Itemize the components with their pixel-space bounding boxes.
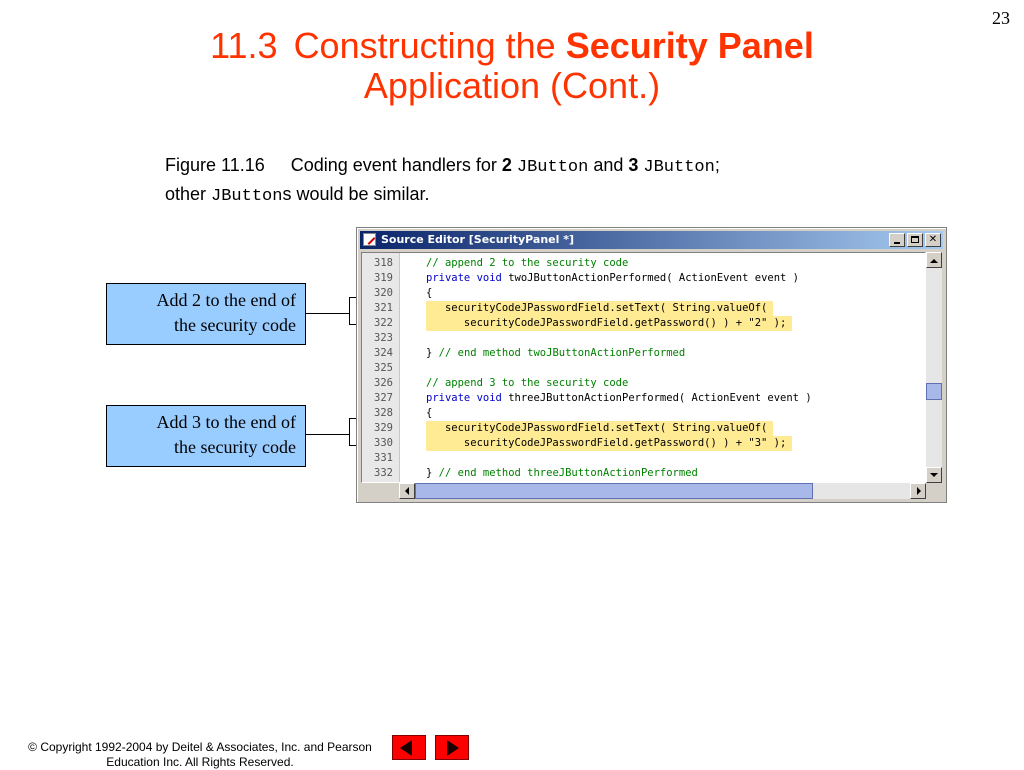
code-text: securityCodeJPasswordField.getPassword() ) + "3" );: [426, 436, 792, 451]
callout-line: Add 2 to the end of: [156, 290, 296, 310]
code-line[interactable]: [362, 331, 925, 346]
vertical-scroll-thumb[interactable]: [926, 383, 942, 400]
callout-connector: [306, 313, 350, 314]
previous-slide-arrow-icon[interactable]: [392, 735, 426, 760]
line-number: 332: [374, 467, 393, 479]
scroll-up-arrow-icon[interactable]: [926, 252, 942, 268]
minimize-button[interactable]: [889, 233, 905, 247]
code-line[interactable]: [362, 346, 925, 361]
code-text: } // end method threeJButtonActionPerformed: [426, 467, 698, 479]
callout-line: Add 3 to the end of: [156, 412, 296, 432]
scrollbar-corner: [926, 483, 942, 499]
figure-label: Figure 11.16: [165, 155, 265, 175]
line-number: 320: [374, 287, 393, 299]
line-number: 318: [374, 257, 393, 269]
line-number: 326: [374, 377, 393, 389]
caption-line-1: [165, 152, 885, 181]
next-slide-arrow-icon[interactable]: [435, 735, 469, 760]
scroll-left-arrow-icon[interactable]: [399, 483, 415, 499]
callout-add-2: [106, 283, 306, 345]
title-line-2: Application (Cont.): [363, 65, 661, 106]
caption-text: s would be similar.: [282, 184, 430, 204]
code-line[interactable]: [362, 256, 925, 271]
code-text: securityCodeJPasswordField.setText( String.valueOf(: [426, 301, 773, 316]
code-text: private void twoJButtonActionPerformed( ActionEvent event ): [426, 272, 800, 284]
copyright-line: Education Inc. All Rights Reserved.: [106, 755, 294, 769]
line-number: 331: [374, 452, 393, 464]
caption-code-jbutton: JButton: [516, 158, 589, 177]
line-number: 324: [374, 347, 393, 359]
code-text: // append 3 to the security code: [426, 377, 629, 389]
code-text: {: [426, 287, 433, 299]
line-number: 319: [374, 272, 393, 284]
line-number: 329: [374, 422, 393, 434]
caption-text: ;: [714, 155, 720, 175]
caption-code-jbutton: JButton: [211, 187, 283, 206]
code-line[interactable]: [362, 466, 925, 481]
caption-text: other: [165, 184, 212, 204]
callout-bracket: [349, 418, 350, 446]
vertical-scrollbar[interactable]: [926, 252, 942, 483]
line-number: 321: [374, 302, 393, 314]
line-number: 322: [374, 317, 393, 329]
line-number: 323: [374, 332, 393, 344]
code-line[interactable]: [362, 451, 925, 466]
title-line-1: [0, 26, 1024, 66]
scroll-right-arrow-icon[interactable]: [910, 483, 926, 499]
maximize-button[interactable]: [907, 233, 923, 247]
callout-connector: [306, 434, 350, 435]
section-number: 11.3: [210, 25, 278, 66]
caption-text: Coding event handlers for: [290, 155, 502, 175]
code-line[interactable]: [362, 421, 925, 436]
code-text: {: [426, 407, 433, 419]
code-text: securityCodeJPasswordField.getPassword() ) + "2" );: [426, 316, 792, 331]
line-number: 325: [374, 362, 393, 374]
figure-caption: [165, 152, 885, 210]
line-number: 330: [374, 437, 393, 449]
copyright-line: © Copyright 1992-2004 by Deitel & Associates, Inc. and Pearson: [28, 740, 372, 754]
line-number: 328: [374, 407, 393, 419]
callout-line: the security code: [174, 315, 296, 335]
code-text: // append 2 to the security code: [426, 257, 629, 269]
code-text: securityCodeJPasswordField.setText( String.valueOf(: [426, 421, 773, 436]
code-line[interactable]: [362, 406, 925, 421]
scroll-down-arrow-icon[interactable]: [926, 467, 942, 483]
line-number: 327: [374, 392, 393, 404]
caption-text: and: [588, 155, 629, 175]
code-line[interactable]: [362, 361, 925, 376]
slide-number: 23: [992, 8, 1010, 28]
caption-line-2: [165, 181, 885, 210]
window-titlebar[interactable]: [360, 231, 943, 249]
caption-bold-3: 3: [628, 155, 639, 175]
title-prefix: Constructing the: [293, 25, 566, 66]
callout-bracket: [349, 297, 350, 325]
code-line[interactable]: [362, 376, 925, 391]
code-line[interactable]: [362, 316, 925, 331]
code-text: private void threeJButtonActionPerformed( ActionEvent event ): [426, 392, 812, 404]
code-line[interactable]: [362, 286, 925, 301]
source-editor-window: [356, 227, 947, 503]
callout-add-3: [106, 405, 306, 467]
slide-title: [0, 26, 1024, 106]
code-text: } // end method twoJButtonActionPerformed: [426, 347, 686, 359]
code-line[interactable]: [362, 301, 925, 316]
horizontal-scroll-thumb[interactable]: [415, 483, 813, 499]
window-title: Source Editor [SecurityPanel *]: [381, 233, 575, 246]
title-app-name: Security Panel: [565, 25, 814, 66]
code-line[interactable]: [362, 391, 925, 406]
callout-line: the security code: [174, 437, 296, 457]
copyright-notice: [10, 740, 390, 770]
horizontal-scrollbar[interactable]: [399, 483, 926, 499]
caption-code-jbutton: JButton: [643, 158, 715, 177]
code-line[interactable]: [362, 271, 925, 286]
code-editor-pane[interactable]: [361, 252, 926, 483]
caption-bold-2: 2: [501, 155, 512, 175]
source-editor-icon: [363, 233, 376, 246]
code-line[interactable]: [362, 436, 925, 451]
close-button[interactable]: ✕: [925, 233, 941, 247]
